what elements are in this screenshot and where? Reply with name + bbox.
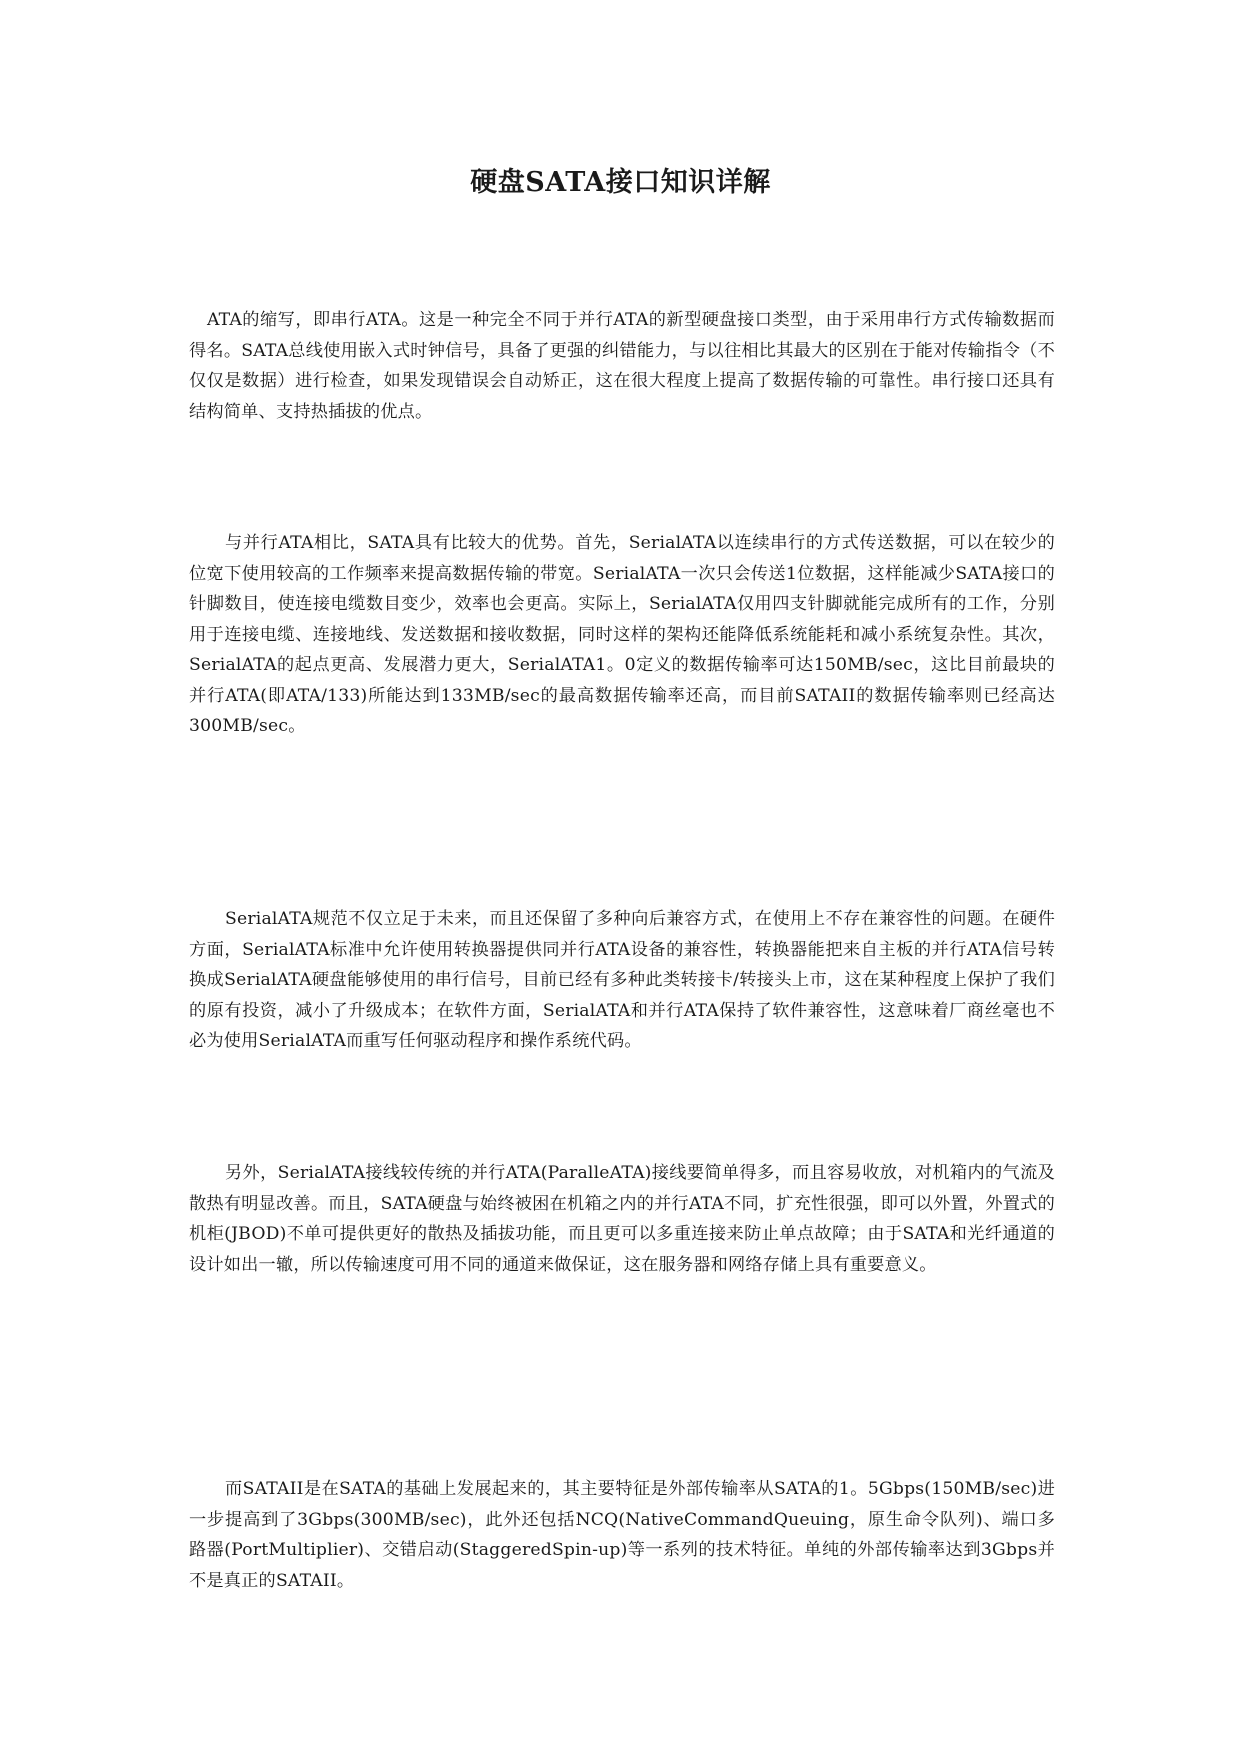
document-title: 硬盘SATA接口知识详解: [470, 167, 771, 198]
paragraph-sata-advantages: 与并行ATA相比，SATA具有比较大的优势。首先，SerialATA以连续串行的方式传送数据，可以在较少的位宽下使用较高的工作频率来提高数据传输的带宽。SerialATA一次只会传送1位数据，这样能减少SATA接口的针脚数目，使连接电缆数目变少，效率也会更高。实际上，SerialATA仅用四支针脚就能完成所有的工作，分别用于连接电缆、连接地线、发送数据和接收数据，同时这样的架构还能降低系统能耗和减小系统复杂性。其次，SerialATA的起点更高、发展潜力更大，SerialATA1。0定义的数据传输率可达150MB/sec，这比目前最块的并行ATA(即ATA/133)所能达到133MB/sec的最高数据传输率还高，而目前SATAII的数据传输率则已经高达300MB/sec。: [189, 533, 1055, 736]
paragraph-sataii-features: 而SATAII是在SATA的基础上发展起来的，其主要特征是外部传输率从SATA的1。5Gbps(150MB/sec)进一步提高到了3Gbps(300MB/sec)，此外还包括NCQ(NativeCommandQueuing，原生命令队列)、端口多路器(PortMultiplier)、交错启动(StaggeredSpin-up)等一系列的技术特征。单纯的外部传输率达到3Gbps并不是真正的SATAII。: [189, 1479, 1055, 1591]
paragraph-backward-compatibility: SerialATA规范不仅立足于未来，而且还保留了多种向后兼容方式，在使用上不存在兼容性的问题。在硬件方面，SerialATA标准中允许使用转换器提供同并行ATA设备的兼容性，转换器能把来自主板的并行ATA信号转换成SerialATA硬盘能够使用的串行信号，目前已经有多种此类转接卡/转接头上市，这在某种程度上保护了我们的原有投资，减小了升级成本；在软件方面，SerialATA和并行ATA保持了软件兼容性，这意味着厂商丝毫也不必为使用SerialATA而重写任何驱动程序和操作系统代码。: [189, 909, 1055, 1051]
paragraph-cabling-and-expansion: 另外，SerialATA接线较传统的并行ATA(ParalleATA)接线要简单得多，而且容易收放，对机箱内的气流及散热有明显改善。而且，SATA硬盘与始终被困在机箱之内的并行ATA不同，扩充性很强，即可以外置，外置式的机柜(JBOD)不单可提供更好的散热及插拔功能，而且更可以多重连接来防止单点故障；由于SATA和光纤通道的设计如出一辙，所以传输速度可用不同的通道来做保证，这在服务器和网络存储上具有重要意义。: [189, 1163, 1055, 1275]
paragraph-sata-definition: ATA的缩写，即串行ATA。这是一种完全不同于并行ATA的新型硬盘接口类型，由于采用串行方式传输数据而得名。SATA总线使用嵌入式时钟信号，具备了更强的纠错能力，与以往相比其最大的区别在于能对传输指令（不仅仅是数据）进行检查，如果发现错误会自动矫正，这在很大程度上提高了数据传输的可靠性。串行接口还具有结构简单、支持热插拔的优点。: [189, 310, 1055, 422]
